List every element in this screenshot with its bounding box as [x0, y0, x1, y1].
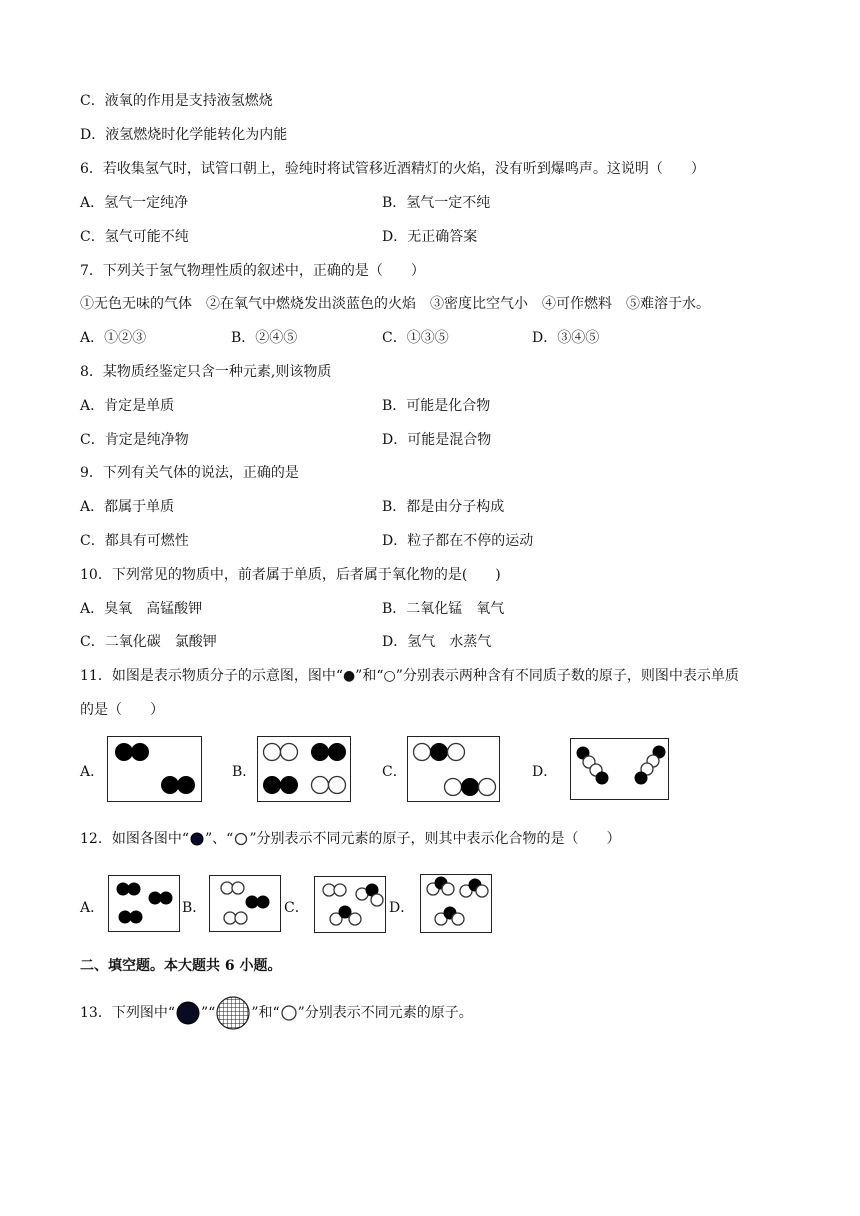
q7-option-d: D．③④⑤ — [532, 330, 600, 346]
q11-option-a-figure — [107, 736, 202, 802]
q13-stem-mid2: ”和“ — [251, 1005, 280, 1021]
q12-stem — [80, 828, 620, 848]
q11-option-a-label: A． — [80, 764, 105, 780]
q5-option-d: D．液氢燃烧时化学能转化为内能 — [80, 127, 288, 143]
q12-option-d-figure — [420, 874, 492, 933]
q11-option-d-label: D． — [532, 764, 558, 780]
q11-option-c-label: C． — [382, 764, 407, 780]
q11-stem-line1: 11．如图是表示物质分子的示意图，图中“●”和“○”分别表示两种含有不同质子数的原子，则图中表示单质 — [80, 668, 739, 684]
q12-option-c-label: C． — [284, 900, 309, 916]
q5-option-c: C．液氧的作用是支持液氢燃烧 — [80, 93, 273, 109]
q12-option-d-label: D． — [389, 900, 415, 916]
q8-option-a: A．肯定是单质 — [80, 398, 175, 414]
q7-option-c: C．①③⑤ — [382, 330, 449, 346]
q12-option-c-figure — [314, 876, 386, 933]
q13-stem — [80, 995, 473, 1031]
q6-option-b: B．氢气一定不纯 — [382, 195, 491, 211]
q9-option-c: C．都具有可燃性 — [80, 533, 189, 549]
q11-option-c-figure — [407, 736, 500, 802]
q13-stem-mid1: ”“ — [200, 1005, 216, 1021]
q7-stem: 7．下列关于氢气物理性质的叙述中，正确的是（ ） — [80, 263, 425, 279]
q9-option-d: D．粒子都在不停的运动 — [382, 533, 534, 549]
black-atom-icon — [189, 831, 205, 847]
q10-option-b: B．二氧化锰 氧气 — [382, 601, 505, 617]
q12-stem-pre: 12．如图各图中“ — [80, 831, 189, 847]
q13-stem-pre: 13．下列图中“ — [80, 1005, 175, 1021]
q9-option-a: A．都属于单质 — [80, 499, 175, 515]
q11-option-d-figure — [570, 738, 669, 800]
q8-option-d: D．可能是混合物 — [382, 432, 492, 448]
q10-option-c: C．二氧化碳 氯酸钾 — [80, 634, 217, 650]
q9-stem: 9．下列有关气体的说法，正确的是 — [80, 465, 299, 481]
q8-stem: 8．某物质经鉴定只含一种元素,则该物质 — [80, 364, 332, 380]
q12-option-a-label: A． — [80, 900, 105, 916]
q13-stem-post: ”分别表示不同元素的原子。 — [297, 1005, 473, 1021]
q11-option-b-figure — [257, 736, 351, 802]
q12-stem-mid: ”、“ — [204, 831, 234, 847]
q6-stem: 6．若收集氢气时，试管口朝上，验纯时将试管移近酒精灯的火焰，没有听到爆鸣声。这说明（ ） — [80, 161, 705, 177]
q12-option-b-label: B． — [182, 900, 207, 916]
q10-option-a: A．臭氧 高锰酸钾 — [80, 601, 203, 617]
q12-stem-post: ”分别表示不同元素的原子，则其中表示化合物的是（ ） — [249, 831, 621, 847]
q7-items: ①无色无味的气体 ②在氧气中燃烧发出淡蓝色的火焰 ③密度比空气小 ④可作燃料 ⑤难溶于水。 — [80, 296, 710, 312]
q7-option-b: B．②④⑤ — [231, 330, 298, 346]
black-atom-icon — [175, 1000, 201, 1026]
white-atom-icon — [280, 1004, 298, 1022]
q11-option-b-label: B． — [232, 764, 257, 780]
q10-option-d: D．氢气 水蒸气 — [382, 634, 492, 650]
q10-stem: 10．下列常见的物质中，前者属于单质，后者属于氧化物的是( ) — [80, 567, 501, 583]
q8-option-b: B．可能是化合物 — [382, 398, 491, 414]
q6-option-d: D．无正确答案 — [382, 229, 478, 245]
q7-option-a: A．①②③ — [80, 330, 147, 346]
q6-option-a: A．氢气一定纯净 — [80, 195, 189, 211]
q11-stem-line2: 的是（ ） — [80, 702, 164, 718]
white-atom-icon — [233, 831, 249, 847]
q12-option-b-figure — [209, 875, 281, 932]
q6-option-c: C．氢气可能不纯 — [80, 229, 189, 245]
q9-option-b: B．都是由分子构成 — [382, 499, 505, 515]
hatched-atom-icon — [215, 995, 251, 1031]
section-2-heading: 二、填空题。本大题共 6 小题。 — [80, 958, 282, 974]
q8-option-c: C．肯定是纯净物 — [80, 432, 189, 448]
q12-option-a-figure — [108, 875, 180, 932]
